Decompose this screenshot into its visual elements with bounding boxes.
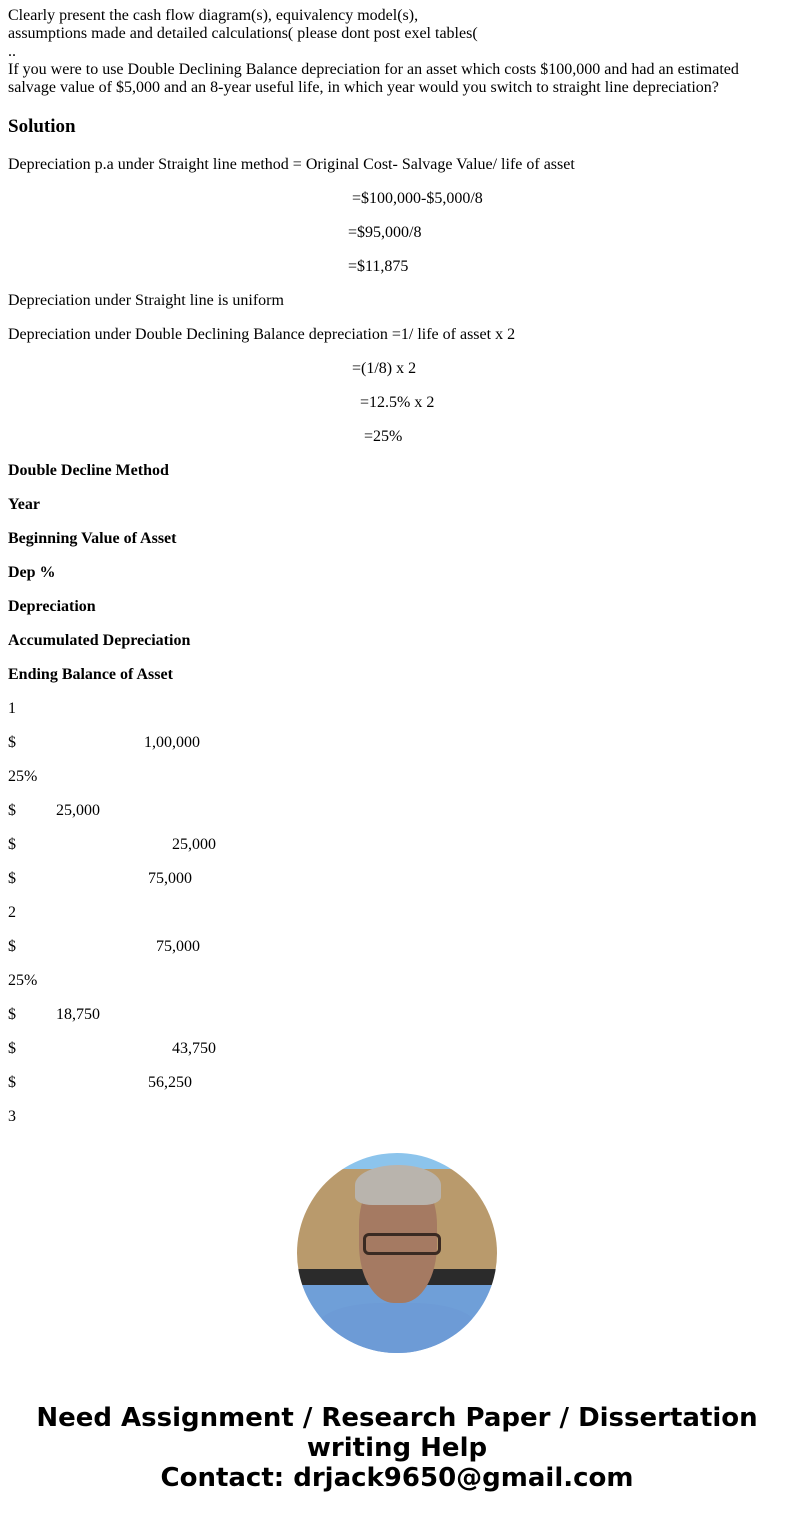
currency: $ xyxy=(8,836,16,853)
ending-cell xyxy=(8,1074,192,1092)
sl-step: =$95,000/8 xyxy=(348,224,422,241)
photo-shirt xyxy=(317,1303,477,1353)
pct-cell: 25% xyxy=(8,972,38,989)
sl-note: Depreciation under Straight line is uniform xyxy=(8,292,284,309)
table-header: Year xyxy=(8,496,40,513)
ddb-step: =(1/8) x 2 xyxy=(352,360,417,377)
dep-cell xyxy=(8,802,100,820)
value: 43,750 xyxy=(172,1040,216,1057)
table-header: Depreciation xyxy=(8,598,96,615)
year-cell: 2 xyxy=(8,904,16,921)
promo-footer xyxy=(0,1403,794,1493)
table-title: Double Decline Method xyxy=(8,462,169,479)
table-header: Accumulated Depreciation xyxy=(8,632,191,649)
pct-cell: 25% xyxy=(8,768,38,785)
table-header: Beginning Value of Asset xyxy=(8,530,177,547)
solution-heading: Solution xyxy=(8,116,76,137)
sl-step: =$100,000-$5,000/8 xyxy=(352,190,483,207)
question-text xyxy=(8,7,788,97)
currency: $ xyxy=(8,802,16,819)
photo-hair xyxy=(355,1165,441,1205)
currency: $ xyxy=(8,1006,16,1023)
value: 25,000 xyxy=(172,836,216,853)
table-header: Ending Balance of Asset xyxy=(8,666,173,683)
accum-cell xyxy=(8,836,216,854)
ddb-step: =25% xyxy=(364,428,403,445)
value: 18,750 xyxy=(56,1006,100,1023)
author-photo xyxy=(297,1153,497,1353)
value: 56,250 xyxy=(148,1074,192,1091)
question-line: Clearly present the cash flow diagram(s), equivalency model(s), xyxy=(8,7,419,24)
currency: $ xyxy=(8,1040,16,1057)
footer-contact: Contact: drjack9650@gmail.com xyxy=(160,1463,634,1493)
question-line: .. xyxy=(8,43,16,60)
value: 75,000 xyxy=(148,870,192,887)
beginning-cell xyxy=(8,734,200,752)
ddb-step: =12.5% x 2 xyxy=(360,394,435,411)
currency: $ xyxy=(8,734,16,751)
value: 25,000 xyxy=(56,802,100,819)
footer-line: Need Assignment / Research Paper / Dissertation xyxy=(36,1403,758,1433)
value: 1,00,000 xyxy=(144,734,200,751)
currency: $ xyxy=(8,1074,16,1091)
ddb-formula: Depreciation under Double Declining Balance depreciation =1/ life of asset x 2 xyxy=(8,326,516,343)
question-line: If you were to use Double Declining Balance depreciation for an asset which costs $100,000 and had an estimated xyxy=(8,61,739,78)
currency: $ xyxy=(8,870,16,887)
year-cell: 1 xyxy=(8,700,16,717)
sl-formula: Depreciation p.a under Straight line method = Original Cost- Salvage Value/ life of asset xyxy=(8,156,575,173)
dep-cell xyxy=(8,1006,100,1024)
question-line: salvage value of $5,000 and an 8-year useful life, in which year would you switch to straight line depreciation? xyxy=(8,79,719,96)
photo-glasses xyxy=(363,1233,441,1255)
value: 75,000 xyxy=(156,938,200,955)
table-header: Dep % xyxy=(8,564,56,581)
currency: $ xyxy=(8,938,16,955)
question-line: assumptions made and detailed calculations( please dont post exel tables( xyxy=(8,25,478,42)
ending-cell xyxy=(8,870,192,888)
year-cell: 3 xyxy=(8,1108,16,1125)
footer-line: writing Help xyxy=(306,1433,488,1463)
beginning-cell xyxy=(8,938,200,956)
accum-cell xyxy=(8,1040,216,1058)
sl-step: =$11,875 xyxy=(348,258,409,275)
